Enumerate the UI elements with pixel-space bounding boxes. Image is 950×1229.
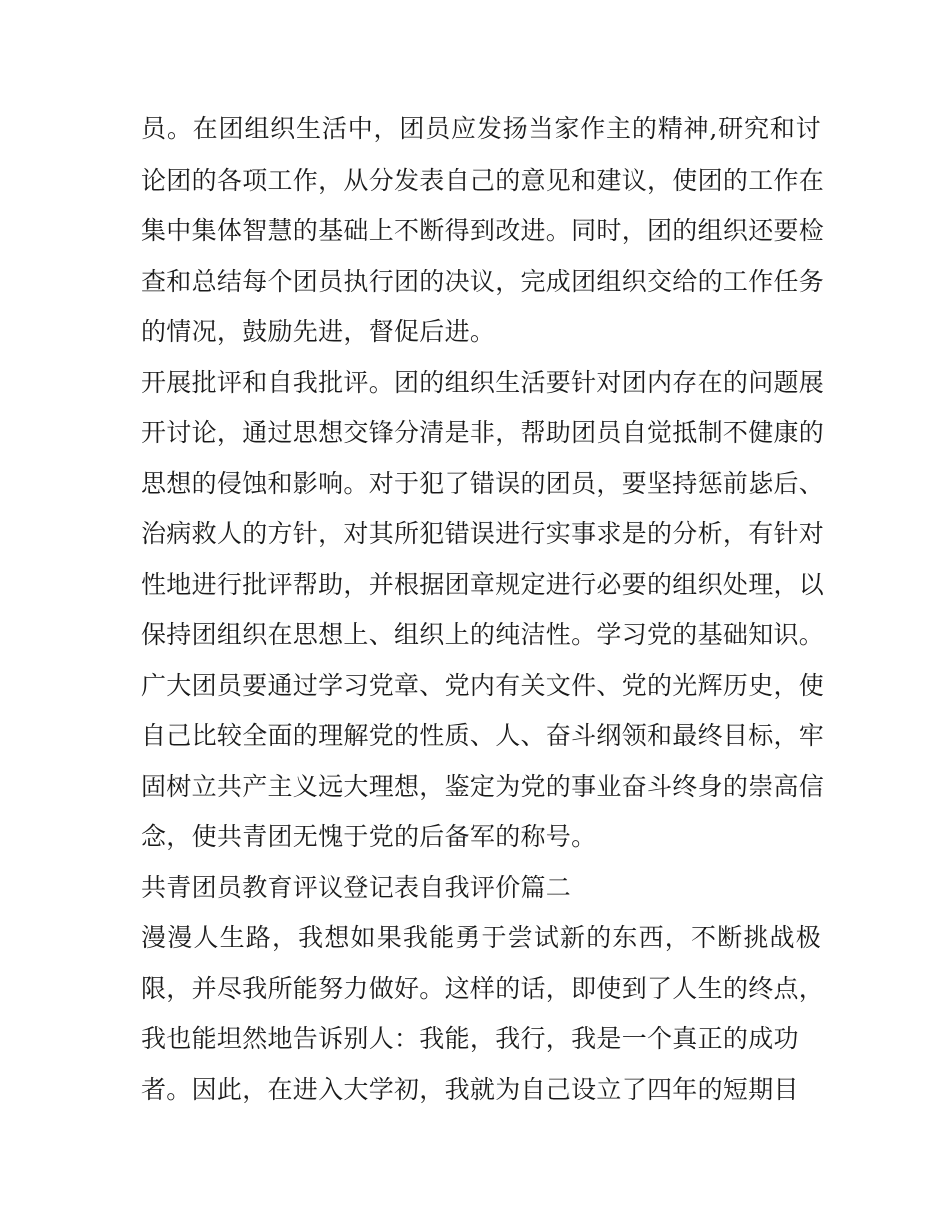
text-line: 思想的侵蚀和影响。对于犯了错误的团员，要坚持惩前毖后、 bbox=[141, 469, 825, 498]
text-line: 自己比较全面的理解党的性质、人、奋斗纲领和最终目标，牢 bbox=[141, 721, 825, 750]
text-line: 的情况，鼓励先进，督促后进。 bbox=[141, 317, 496, 346]
text-line: 固树立共产主义远大理想，鉴定为党的事业奋斗终身的崇高信 bbox=[141, 772, 825, 801]
text-line: 广大团员要通过学习党章、党内有关文件、党的光辉历史，使 bbox=[141, 671, 825, 700]
text-line: 开讨论，通过思想交锋分清是非，帮助团员自觉抵制不健康的 bbox=[141, 418, 825, 447]
text-line: 员。在团组织生活中，团员应发扬当家作主的精神,研究和讨 bbox=[141, 114, 821, 143]
text-line: 限，并尽我所能努力做好。这样的话，即使到了人生的终点， bbox=[141, 974, 825, 1003]
text-line: 集中集体智慧的基础上不断得到改进。同时，团的组织还要检 bbox=[141, 216, 825, 245]
text-line: 论团的各项工作，从分发表自己的意见和建议，使团的工作在 bbox=[141, 166, 825, 195]
text-line: 性地进行批评帮助，并根据团章规定进行必要的组织处理，以 bbox=[141, 570, 825, 599]
text-line: 查和总结每个团员执行团的决议，完成团组织交给的工作任务 bbox=[141, 267, 825, 296]
text-line: 念，使共青团无愧于党的后备军的称号。 bbox=[141, 822, 597, 851]
text-line: 开展批评和自我批评。团的组织生活要针对团内存在的问题展 bbox=[141, 368, 825, 397]
text-line: 保持团组织在思想上、组织上的纯洁性。学习党的基础知识。 bbox=[141, 620, 825, 649]
section-heading: 共青团员教育评议登记表自我评价篇二 bbox=[141, 873, 572, 902]
text-line: 漫漫人生路，我想如果我能勇于尝试新的东西，不断挑战极 bbox=[141, 923, 821, 952]
text-line: 治病救人的方针，对其所犯错误进行实事求是的分析，有针对 bbox=[141, 519, 825, 548]
text-line: 者。因此，在进入大学初，我就为自己设立了四年的短期目 bbox=[141, 1075, 799, 1104]
text-line: 我也能坦然地告诉别人：我能，我行，我是一个真正的成功 bbox=[141, 1024, 799, 1053]
